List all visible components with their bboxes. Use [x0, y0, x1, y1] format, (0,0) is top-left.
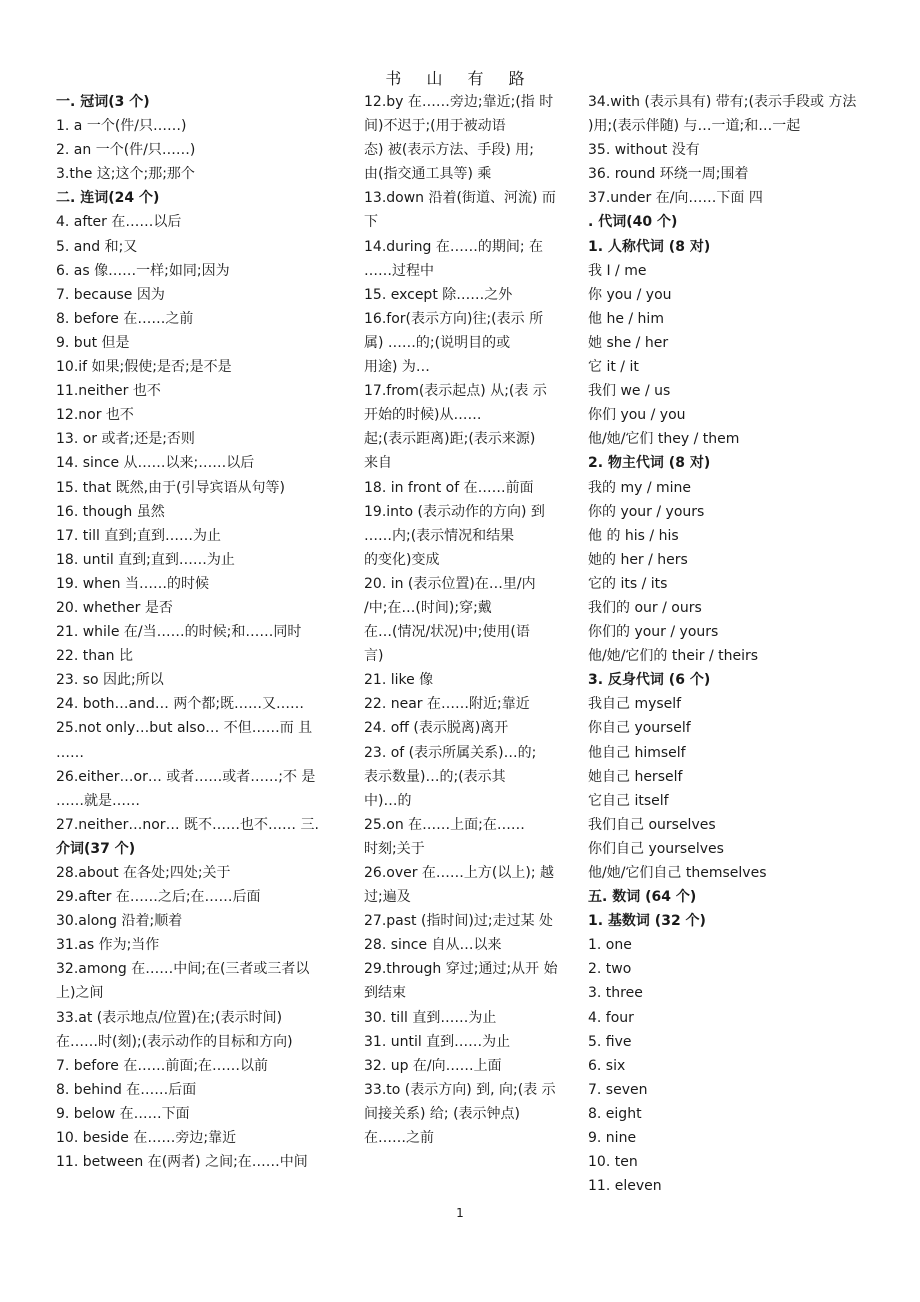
- entry-line: 上)之间: [56, 985, 104, 1002]
- entry-line: 来自: [364, 455, 392, 472]
- entry-line: 15. that 既然,由于(引导宾语从句等): [56, 479, 285, 496]
- entry-line: 3.the 这;这个;那;那个: [56, 166, 195, 183]
- entry-line: 它的 its / its: [588, 575, 668, 592]
- entry-line: 17. till 直到;直到……为止: [56, 527, 222, 544]
- entry-line: 他/她/它们的 their / theirs: [588, 648, 759, 665]
- entry-line: 在……时(刻);(表示动作的目标和方向): [56, 1033, 293, 1050]
- entry-line: 你的 your / yours: [588, 503, 705, 520]
- entry-line: 32. up 在/向……上面: [364, 1057, 502, 1074]
- section-heading: 五. 数词 (64 个): [588, 889, 697, 906]
- entry-line: 4. four: [588, 1009, 634, 1026]
- entry-line: 8. behind 在……后面: [56, 1081, 197, 1098]
- entry-line: 我 I / me: [588, 262, 647, 279]
- entry-line: /中;在…(时间);穿;戴: [364, 599, 492, 616]
- entry-line: 9. nine: [588, 1130, 637, 1147]
- entry-line: 的变化)变成: [364, 551, 440, 568]
- entry-line: 过;遍及: [364, 889, 411, 906]
- entry-line: 30. till 直到……为止: [364, 1009, 497, 1026]
- entry-line: 24. both…and… 两个都;既……又……: [56, 696, 305, 713]
- entry-line: 13. or 或者;还是;否则: [56, 431, 195, 448]
- entry-line: 下: [364, 214, 378, 231]
- section-heading: 3. 反身代词 (6 个): [588, 672, 711, 689]
- entry-line: 37.under 在/向……下面 四: [588, 190, 763, 207]
- entry-line: 9. below 在……下面: [56, 1105, 190, 1122]
- entry-line: 2. two: [588, 961, 632, 978]
- section-heading: 介词(37 个): [56, 840, 136, 857]
- section-heading: 2. 物主代词 (8 对): [588, 455, 711, 472]
- entry-line: 1. one: [588, 937, 632, 954]
- entry-line: 16.for(表示方向)往;(表示 所: [364, 310, 544, 327]
- entry-line: 言): [364, 648, 384, 665]
- entry-line: 33.at (表示地点/位置)在;(表示时间): [56, 1009, 283, 1026]
- entry-line: 17.from(表示起点) 从;(表 示: [364, 383, 547, 400]
- entry-line: 8. before 在……之前: [56, 310, 194, 327]
- entry-line: 23. of (表示所属关系)…的;: [364, 744, 537, 761]
- entry-line: 27.past (指时间)过;走过某 处: [364, 913, 554, 930]
- entry-line: 30.along 沿着;顺着: [56, 913, 183, 930]
- entry-line: ……内;(表示情况和结果: [364, 527, 515, 544]
- entry-line: )用;(表示伴随) 与…一道;和…一起: [588, 118, 801, 135]
- entry-line: 10. ten: [588, 1154, 638, 1171]
- entry-line: 29.after 在……之后;在……后面: [56, 889, 261, 906]
- page-title: 书 山 有 路: [385, 69, 535, 88]
- entry-line: 20. in (表示位置)在…里/内: [364, 575, 536, 592]
- section-heading: 一. 冠词(3 个): [56, 94, 150, 110]
- entry-line: 21. like 像: [364, 672, 434, 689]
- section-heading: 1. 人称代词 (8 对): [588, 238, 711, 255]
- entry-line: 5. five: [588, 1033, 632, 1050]
- entry-line: ……: [56, 744, 84, 761]
- entry-line: 12.by 在……旁边;靠近;(指 时: [364, 94, 554, 110]
- entry-line: 你们的 your / yours: [588, 624, 719, 641]
- column-middle: [364, 90, 574, 1150]
- entry-line: 你自己 yourself: [588, 720, 691, 737]
- entry-line: 我们自己 ourselves: [588, 816, 716, 833]
- entry-line: 19. when 当……的时候: [56, 575, 209, 592]
- entry-line: 14.during 在……的期间; 在: [364, 238, 544, 255]
- entry-line: 28. since 自从…以来: [364, 937, 502, 954]
- entry-line: 25.not only…but also… 不但……而 且: [56, 720, 313, 737]
- entry-line: 32.among 在……中间;在(三者或三者以: [56, 961, 310, 978]
- entry-line: 20. whether 是否: [56, 599, 173, 616]
- section-heading: . 代词(40 个): [588, 214, 678, 231]
- entry-line: 属) ……的;(说明目的或: [364, 334, 511, 351]
- section-heading: 二. 连词(24 个): [56, 190, 160, 207]
- entry-line: 11. eleven: [588, 1178, 662, 1195]
- entry-line: 10.if 如果;假使;是否;是不是: [56, 359, 232, 376]
- entry-line: 我们 we / us: [588, 383, 671, 400]
- entry-line: 他 he / him: [588, 310, 664, 327]
- entry-line: 22. than 比: [56, 648, 133, 665]
- entry-line: 31.as 作为;当作: [56, 937, 160, 954]
- entry-line: 10. beside 在……旁边;靠近: [56, 1130, 237, 1147]
- entry-line: 起;(表示距离)距;(表示来源): [364, 431, 536, 448]
- entry-line: 24. off (表示脱离)离开: [364, 720, 509, 737]
- entry-line: ……过程中: [364, 262, 434, 279]
- entry-line: 表示数量)…的;(表示其: [364, 768, 506, 785]
- entry-line: 11. between 在(两者) 之间;在……中间: [56, 1154, 308, 1171]
- entry-line: 时刻;关于: [364, 840, 425, 857]
- entry-line: 用途) 为…: [364, 359, 430, 376]
- entry-line: 7. before 在……前面;在……以前: [56, 1057, 269, 1074]
- column-left: [56, 90, 346, 1174]
- entry-line: 你们自己 yourselves: [588, 840, 724, 857]
- entry-line: 27.neither…nor… 既不……也不…… 三.: [56, 816, 319, 833]
- entry-line: 间)不迟于;(用于被动语: [364, 118, 506, 135]
- entry-line: 3. three: [588, 985, 643, 1002]
- page-number: 1: [456, 1206, 464, 1220]
- entry-line: 19.into (表示动作的方向) 到: [364, 503, 545, 520]
- entry-line: 15. except 除……之外: [364, 286, 513, 303]
- entry-line: 29.through 穿过;通过;从开 始: [364, 961, 558, 978]
- entry-line: 中)…的: [364, 792, 412, 809]
- entry-line: 28.about 在各处;四处;关于: [56, 865, 231, 881]
- entry-line: 26.over 在……上方(以上); 越: [364, 865, 555, 881]
- column-right: [588, 90, 888, 1198]
- entry-line: 8. eight: [588, 1105, 642, 1122]
- entry-line: 她的 her / hers: [588, 551, 688, 568]
- entry-line: 34.with (表示具有) 带有;(表示手段或 方法: [588, 94, 857, 110]
- entry-line: 他/她/它们 they / them: [588, 431, 740, 448]
- entry-line: 在…(情况/状况)中;使用(语: [364, 624, 530, 641]
- entry-line: 5. and 和;又: [56, 238, 138, 255]
- entry-line: 我们的 our / ours: [588, 599, 702, 616]
- entry-line: 18. in front of 在……前面: [364, 479, 534, 496]
- entry-line: 由(指交通工具等) 乘: [364, 166, 492, 183]
- entry-line: 她自己 herself: [588, 768, 683, 785]
- entry-line: 我自己 myself: [588, 696, 682, 713]
- entry-line: 它 it / it: [588, 359, 639, 376]
- entry-line: 33.to (表示方向) 到, 向;(表 示: [364, 1081, 556, 1098]
- entry-line: 6. as 像……一样;如同;因为: [56, 262, 230, 279]
- entry-line: 9. but 但是: [56, 334, 130, 351]
- entry-line: 31. until 直到……为止: [364, 1033, 511, 1050]
- entry-line: 13.down 沿着(街道、河流) 而: [364, 190, 556, 207]
- entry-line: 他 的 his / his: [588, 527, 679, 544]
- entry-line: 7. because 因为: [56, 286, 165, 303]
- entry-line: 36. round 环绕一周;围着: [588, 166, 749, 183]
- entry-line: 6. six: [588, 1057, 626, 1074]
- entry-line: 2. an 一个(件/只……): [56, 142, 196, 159]
- entry-line: 12.nor 也不: [56, 407, 134, 424]
- entry-line: 态) 被(表示方法、手段) 用;: [364, 142, 535, 159]
- entry-line: ……就是……: [56, 792, 140, 809]
- entry-line: 我的 my / mine: [588, 479, 692, 496]
- entry-line: 4. after 在……以后: [56, 214, 182, 231]
- entry-line: 22. near 在……附近;靠近: [364, 696, 530, 713]
- entry-line: 26.either…or… 或者……或者……;不 是: [56, 768, 316, 785]
- entry-line: 在……之前: [364, 1130, 434, 1147]
- entry-line: 21. while 在/当……的时候;和……同时: [56, 624, 302, 641]
- entry-line: 到结束: [364, 985, 406, 1002]
- entry-line: 他自己 himself: [588, 744, 686, 761]
- entry-line: 18. until 直到;直到……为止: [56, 551, 235, 568]
- entry-line: 23. so 因此;所以: [56, 672, 164, 689]
- entry-line: 11.neither 也不: [56, 383, 161, 400]
- entry-line: 25.on 在……上面;在……: [364, 816, 525, 833]
- entry-line: 16. though 虽然: [56, 503, 165, 520]
- entry-line: 她 she / her: [588, 334, 669, 351]
- entry-line: 你们 you / you: [588, 407, 686, 424]
- entry-line: 1. a 一个(件/只……): [56, 118, 187, 135]
- entry-line: 35. without 没有: [588, 142, 700, 159]
- entry-line: 它自己 itself: [588, 792, 669, 809]
- entry-line: 7. seven: [588, 1081, 648, 1098]
- section-heading: 1. 基数词 (32 个): [588, 913, 706, 930]
- entry-line: 14. since 从……以来;……以后: [56, 455, 255, 472]
- entry-line: 他/她/它们自己 themselves: [588, 865, 767, 881]
- entry-line: 开始的时候)从……: [364, 407, 482, 424]
- entry-line: 你 you / you: [588, 286, 672, 303]
- entry-line: 间接关系) 给; (表示钟点): [364, 1105, 521, 1122]
